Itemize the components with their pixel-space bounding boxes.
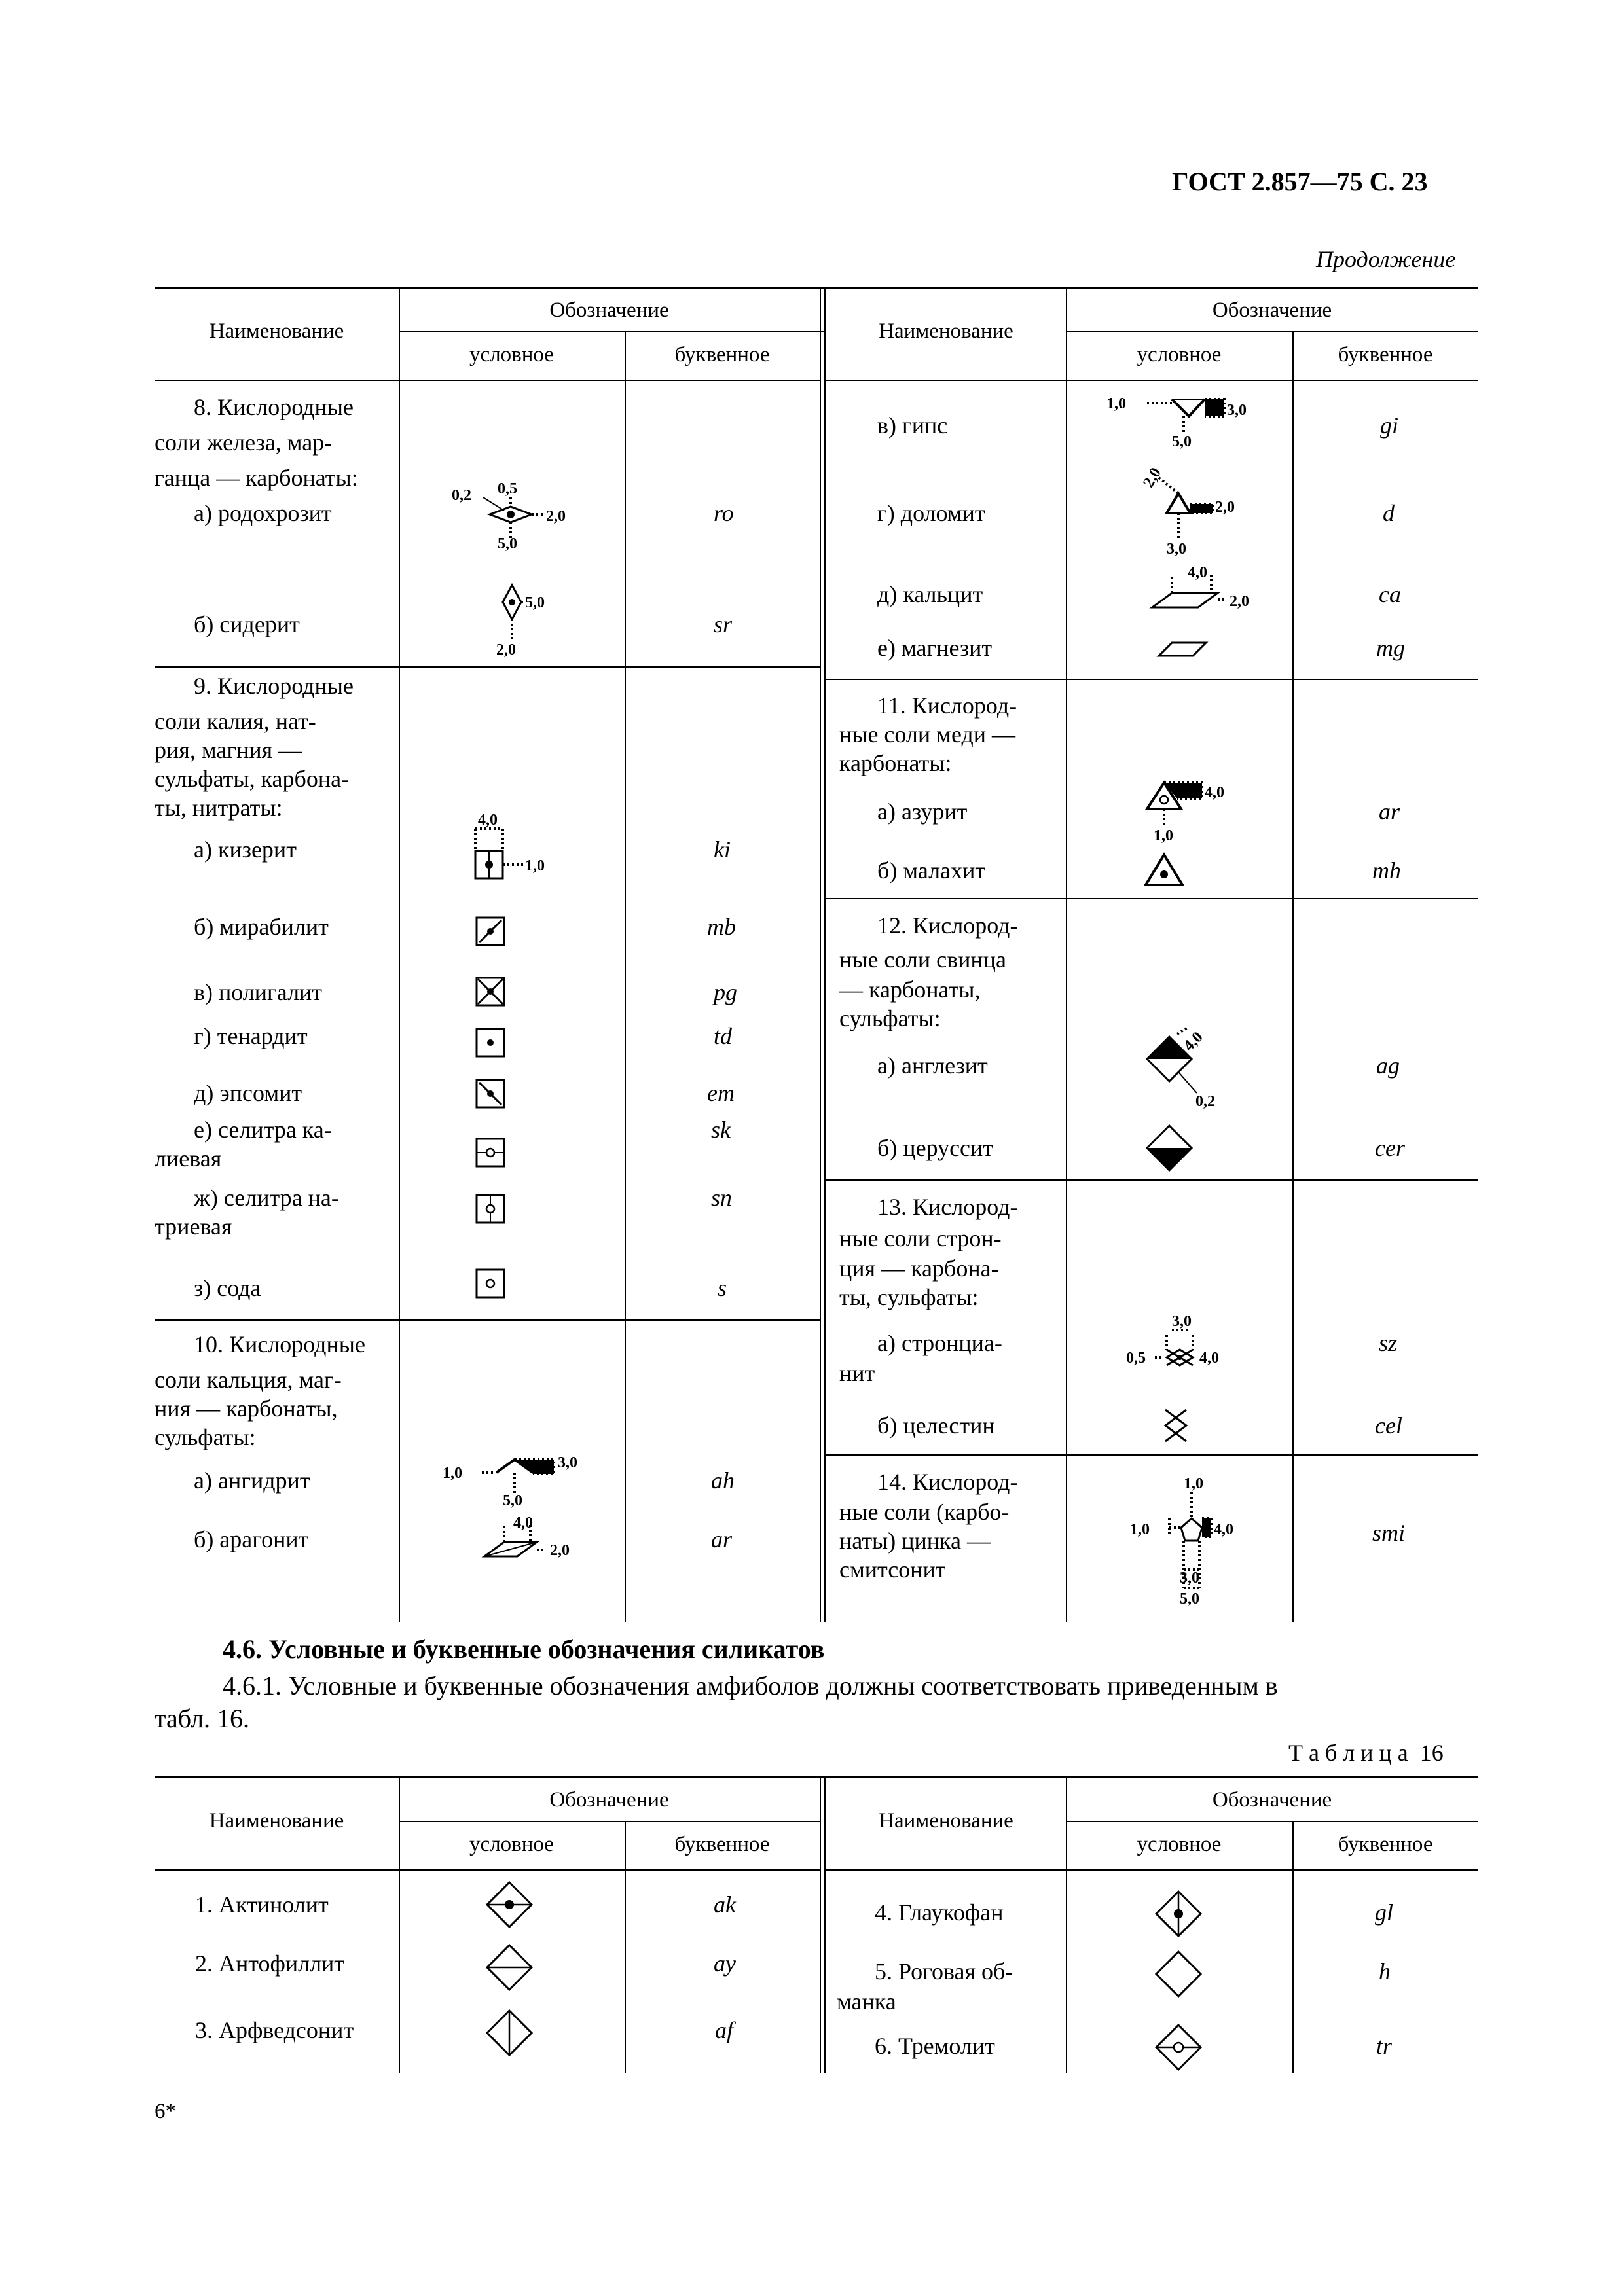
header-conventional: условное bbox=[469, 1833, 554, 1856]
mirabilite-symbol bbox=[475, 916, 508, 949]
group-10-title: ния — карбонаты, bbox=[155, 1395, 338, 1422]
header-name: Наименование bbox=[209, 319, 344, 343]
dimension-label: 0,2 bbox=[1195, 1093, 1215, 1110]
group-14-title: ные соли (карбо- bbox=[839, 1499, 1010, 1525]
mineral-name: б) целестин bbox=[877, 1412, 995, 1439]
mineral-name: б) мирабилит bbox=[194, 914, 329, 940]
mineral-code: sr bbox=[714, 611, 733, 637]
mineral-name: е) селитра ка- bbox=[194, 1117, 332, 1143]
dimension-label: 5,0 bbox=[503, 1492, 522, 1509]
cerussite-symbol bbox=[1146, 1123, 1198, 1175]
header-conventional: условное bbox=[1137, 343, 1222, 367]
group-14-title: наты) цинка — bbox=[839, 1528, 991, 1554]
mineral-name: г) тенардит bbox=[194, 1023, 308, 1049]
mineral-name: з) сода bbox=[194, 1275, 261, 1301]
dimension-label: 5,0 bbox=[1172, 433, 1192, 450]
mineral-code: ak bbox=[714, 1892, 736, 1918]
dimension-label: 3,0 bbox=[558, 1454, 577, 1471]
kieserite-symbol bbox=[471, 809, 576, 888]
group-9-title: сульфаты, карбона- bbox=[155, 766, 350, 792]
mineral-name: ж) селитра на- bbox=[194, 1185, 339, 1211]
group-12-title: ные соли свинца bbox=[839, 946, 1006, 973]
potassium-nitrate-symbol bbox=[475, 1138, 508, 1170]
anthophyllite-symbol bbox=[486, 1943, 536, 1992]
dolomite-symbol bbox=[1139, 458, 1257, 556]
tremolite-symbol bbox=[1155, 2022, 1205, 2072]
group-10-title: сульфаты: bbox=[155, 1424, 256, 1450]
dimension-label: 4,0 bbox=[1205, 784, 1224, 801]
mineral-name: 1. Актинолит bbox=[195, 1892, 329, 1918]
aragonite-symbol bbox=[478, 1512, 596, 1564]
dimension-label: 4,0 bbox=[1199, 1350, 1219, 1367]
group-8-title: ганца — карбонаты: bbox=[155, 465, 358, 491]
header-letter: буквенное bbox=[1338, 343, 1433, 367]
header-designation: Обозначение bbox=[1212, 1788, 1332, 1812]
mineral-code: ar bbox=[711, 1526, 733, 1552]
mineral-name: 4. Глаукофан bbox=[875, 1899, 1004, 1926]
section-paragraph: табл. 16. bbox=[155, 1704, 250, 1733]
mineral-name: б) арагонит bbox=[194, 1526, 309, 1552]
table-16-label: Т а б л и ц а 16 bbox=[1288, 1740, 1444, 1766]
dimension-label: 4,0 bbox=[1180, 1028, 1207, 1055]
celestine-symbol bbox=[1163, 1406, 1195, 1445]
hornblende-symbol bbox=[1155, 1949, 1205, 1999]
epsomite-symbol bbox=[475, 1079, 508, 1111]
group-14-title: 14. Кислород- bbox=[877, 1469, 1018, 1495]
dimension-label: 3,0 bbox=[1180, 1570, 1199, 1587]
dimension-label: 4,0 bbox=[513, 1515, 533, 1532]
strontianite-symbol bbox=[1126, 1309, 1237, 1381]
dimension-label: 2,0 bbox=[546, 508, 566, 525]
mineral-name: д) эпсомит bbox=[194, 1080, 302, 1106]
dimension-label: 1,0 bbox=[525, 857, 545, 874]
group-13-title: ция — карбона- bbox=[839, 1255, 999, 1282]
group-12-title: сульфаты: bbox=[839, 1005, 941, 1031]
mineral-code: cel bbox=[1375, 1412, 1402, 1439]
mineral-name: 3. Арфведсонит bbox=[195, 2017, 354, 2043]
actinolite-symbol bbox=[486, 1880, 536, 1929]
mineral-name: манка bbox=[837, 1988, 896, 2015]
arfvedsonite-symbol bbox=[486, 2008, 536, 2058]
dimension-label: 4,0 bbox=[1188, 564, 1207, 581]
mineral-code: mg bbox=[1376, 635, 1405, 661]
glaucophane-symbol bbox=[1155, 1889, 1205, 1939]
group-10-title: 10. Кислородные bbox=[194, 1331, 365, 1357]
group-13-title: ные соли строн- bbox=[839, 1225, 1002, 1251]
dimension-label: 1,0 bbox=[1130, 1521, 1150, 1538]
mineral-code: ah bbox=[711, 1467, 735, 1494]
mineral-code: mh bbox=[1372, 857, 1401, 884]
header-name: Наименование bbox=[209, 1809, 344, 1833]
group-8-title: соли железа, мар- bbox=[155, 429, 333, 456]
group-9-title: соли калия, нат- bbox=[155, 708, 316, 734]
mineral-name: а) стронциа- bbox=[877, 1330, 1002, 1356]
azurite-symbol bbox=[1139, 775, 1244, 844]
mineral-code: td bbox=[714, 1023, 733, 1049]
dimension-label: 0,5 bbox=[498, 480, 517, 497]
dimension-label: 5,0 bbox=[525, 594, 545, 611]
mineral-code: tr bbox=[1376, 2033, 1393, 2059]
group-9-title: ты, нитраты: bbox=[155, 795, 283, 821]
rhodochrosite-symbol bbox=[452, 471, 583, 550]
group-11-title: ные соли меди — bbox=[839, 721, 1016, 747]
header-conventional: условное bbox=[469, 343, 554, 367]
mineral-code: sz bbox=[1379, 1330, 1398, 1356]
header-name: Наименование bbox=[879, 1809, 1013, 1833]
dimension-label: 5,0 bbox=[498, 535, 517, 552]
page-mark: 6* bbox=[155, 2100, 176, 2123]
mineral-code: em bbox=[707, 1080, 735, 1106]
soda-symbol bbox=[475, 1268, 508, 1301]
mineral-code: ar bbox=[1379, 798, 1400, 825]
header-designation: Обозначение bbox=[549, 1788, 669, 1812]
mineral-code: h bbox=[1379, 1958, 1391, 1984]
mineral-name: а) англезит bbox=[877, 1052, 988, 1079]
dimension-label: 4,0 bbox=[1214, 1521, 1233, 1538]
gypsum-symbol bbox=[1106, 393, 1264, 452]
dimension-label: 1,0 bbox=[1184, 1475, 1203, 1492]
group-12-title: — карбонаты, bbox=[839, 977, 981, 1003]
dimension-label: 4,0 bbox=[478, 812, 498, 829]
dimension-label: 2,0 bbox=[1215, 499, 1235, 516]
mineral-code: pg bbox=[714, 979, 737, 1005]
dimension-label: 1,0 bbox=[443, 1465, 462, 1482]
siderite-symbol bbox=[491, 576, 583, 658]
thenardite-symbol bbox=[475, 1028, 508, 1060]
mineral-name: а) азурит bbox=[877, 798, 968, 825]
mineral-name: в) гипс bbox=[877, 412, 948, 439]
mineral-name: а) кизерит bbox=[194, 836, 297, 863]
section-heading: 4.6. Условные и буквенные обозначения силикатов bbox=[223, 1634, 825, 1664]
mineral-name: лиевая bbox=[155, 1145, 222, 1172]
section-paragraph: 4.6.1. Условные и буквенные обозначения амфиболов должны соответствовать приведенным в bbox=[223, 1671, 1278, 1700]
mineral-code: ay bbox=[714, 1950, 736, 1977]
smithsonite-symbol bbox=[1126, 1473, 1250, 1610]
group-9-title: 9. Кислородные bbox=[194, 673, 354, 699]
mineral-name: б) церуссит bbox=[877, 1135, 994, 1161]
anhydrite-symbol bbox=[443, 1440, 600, 1509]
group-14-title: смитсонит bbox=[839, 1556, 946, 1583]
header-designation: Обозначение bbox=[549, 298, 669, 322]
group-11-title: карбонаты: bbox=[839, 750, 952, 776]
mineral-code: mb bbox=[707, 914, 736, 940]
mineral-name: д) кальцит bbox=[877, 581, 983, 607]
header-name: Наименование bbox=[879, 319, 1013, 343]
dimension-label: 3,0 bbox=[1167, 541, 1186, 558]
mineral-code: ca bbox=[1379, 581, 1401, 607]
mineral-code: ro bbox=[714, 500, 734, 526]
dimension-label: 2,0 bbox=[496, 641, 516, 658]
magnesite-symbol bbox=[1155, 636, 1214, 662]
mineral-code: gl bbox=[1375, 1899, 1394, 1926]
dimension-label: 0,2 bbox=[452, 487, 471, 504]
dimension-label: 2,0 bbox=[550, 1542, 570, 1559]
header-letter: буквенное bbox=[674, 1833, 770, 1856]
dimension-label: 1,0 bbox=[1106, 395, 1126, 412]
mineral-name: 6. Тремолит bbox=[875, 2033, 995, 2059]
doc-reference: ГОСТ 2.857—75 С. 23 bbox=[1172, 167, 1428, 196]
mineral-name: триевая bbox=[155, 1213, 232, 1240]
mineral-name: в) полигалит bbox=[194, 979, 323, 1005]
mineral-name: а) ангидрит bbox=[194, 1467, 310, 1494]
mineral-code: sk bbox=[711, 1117, 731, 1143]
mineral-name: нит bbox=[839, 1360, 875, 1386]
group-13-title: ты, сульфаты: bbox=[839, 1284, 979, 1310]
dimension-label: 5,0 bbox=[1180, 1590, 1199, 1607]
mineral-name: б) малахит bbox=[877, 857, 986, 884]
group-11-title: 11. Кислород- bbox=[877, 692, 1017, 719]
continuation-label: Продолжение bbox=[1316, 246, 1456, 272]
group-13-title: 13. Кислород- bbox=[877, 1194, 1018, 1220]
anglesite-symbol bbox=[1139, 1028, 1244, 1113]
mineral-code: ki bbox=[714, 836, 731, 863]
mineral-code: cer bbox=[1375, 1135, 1405, 1161]
header-conventional: условное bbox=[1137, 1833, 1222, 1856]
mineral-name: е) магнезит bbox=[877, 635, 993, 661]
polyhalite-symbol bbox=[475, 977, 508, 1009]
mineral-code: sn bbox=[711, 1185, 733, 1211]
mineral-code: af bbox=[715, 2017, 734, 2043]
mineral-name: 5. Роговая об- bbox=[875, 1958, 1013, 1984]
group-8-title: 8. Кислородные bbox=[194, 394, 354, 420]
calcite-symbol bbox=[1146, 560, 1270, 619]
mineral-name: а) родохрозит bbox=[194, 500, 332, 526]
group-12-title: 12. Кислород- bbox=[877, 912, 1018, 939]
header-letter: буквенное bbox=[674, 343, 770, 367]
dimension-label: 0,5 bbox=[1126, 1350, 1146, 1367]
dimension-label: 2,0 bbox=[1230, 593, 1249, 610]
mineral-name: б) сидерит bbox=[194, 611, 300, 637]
malachite-symbol bbox=[1143, 852, 1189, 889]
group-9-title: рия, магния — bbox=[155, 737, 302, 763]
mineral-code: d bbox=[1383, 500, 1395, 526]
mineral-code: smi bbox=[1372, 1520, 1406, 1546]
dimension-label: 3,0 bbox=[1227, 402, 1247, 419]
mineral-code: ag bbox=[1376, 1052, 1400, 1079]
dimension-label: 3,0 bbox=[1172, 1313, 1192, 1330]
sodium-nitrate-symbol bbox=[475, 1194, 508, 1227]
mineral-name: 2. Антофиллит bbox=[195, 1950, 345, 1977]
dimension-label: 1,0 bbox=[1154, 827, 1173, 844]
mineral-code: s bbox=[718, 1275, 727, 1301]
header-designation: Обозначение bbox=[1212, 298, 1332, 322]
group-10-title: соли кальция, маг- bbox=[155, 1367, 342, 1393]
dimension-label: 2,0 bbox=[1140, 465, 1165, 491]
mineral-name: г) доломит bbox=[877, 500, 985, 526]
mineral-code: gi bbox=[1380, 412, 1399, 439]
header-letter: буквенное bbox=[1338, 1833, 1433, 1856]
